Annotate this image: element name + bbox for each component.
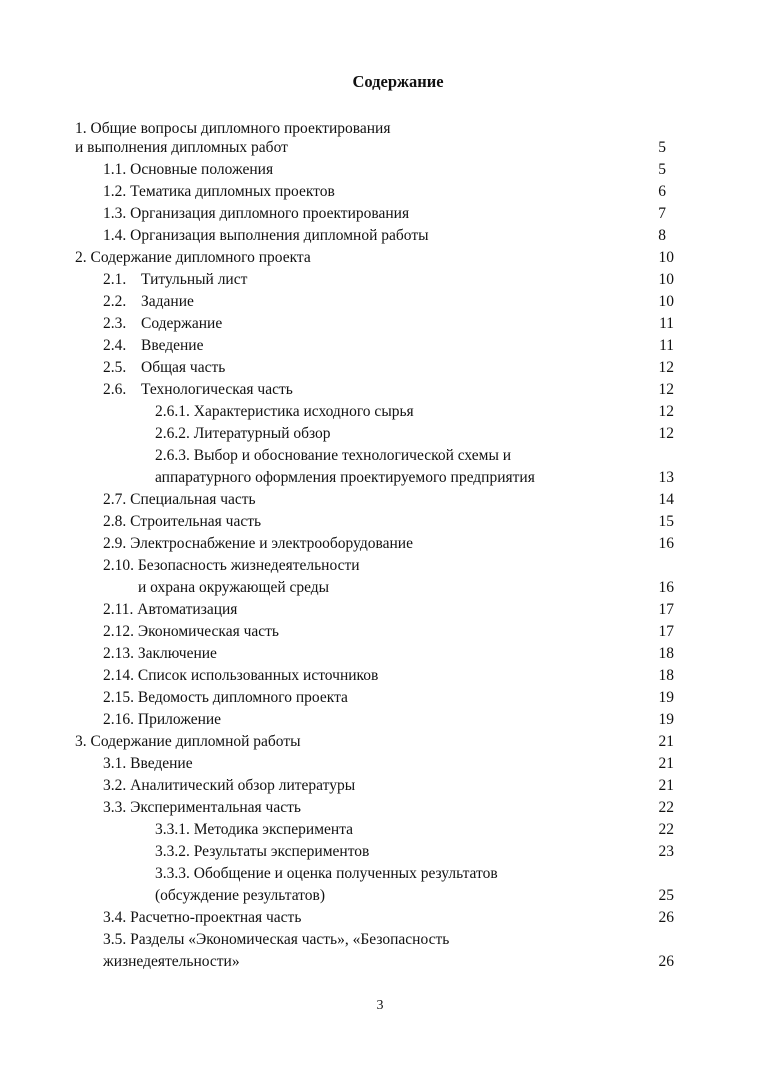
toc-row	[0, 489, 764, 511]
toc-entry-text: 3.1. Введение	[103, 755, 193, 772]
toc-entry-number: 2.6.	[103, 381, 127, 398]
toc-entry-page: 22	[658, 821, 674, 838]
toc-row	[0, 621, 764, 643]
toc-row	[0, 841, 764, 863]
toc-entry-number: 2.4.	[103, 337, 127, 354]
toc-entry-text: 2.16. Приложение	[103, 711, 222, 728]
toc-entry-text: 2.11. Автоматизация	[103, 601, 238, 618]
toc-row	[0, 951, 764, 973]
toc-row	[0, 599, 764, 621]
toc-entry-page: 16	[658, 579, 674, 596]
toc-entry-page: 12	[658, 381, 674, 398]
toc-entry-text: 3.3.3. Обобщение и оценка полученных результатов	[155, 865, 498, 882]
toc-entry-page: 11	[659, 337, 674, 354]
toc-entry-text: Задание	[141, 293, 194, 310]
toc-row	[0, 555, 764, 577]
toc-entry-text: 3.4. Расчетно-проектная часть	[103, 909, 302, 926]
toc-row	[0, 863, 764, 885]
toc-entry-text: и охрана окружающей среды	[138, 579, 330, 596]
toc-entry-page: 26	[658, 953, 674, 970]
toc-entry-text: 1.3. Организация дипломного проектирования	[103, 205, 410, 222]
toc-row	[0, 819, 764, 841]
toc-entry-text: 2.10. Безопасность жизнедеятельности	[103, 557, 360, 574]
toc-entry-text: 3.3.2. Результаты экспериментов	[155, 843, 370, 860]
toc-entry-text: и выполнения дипломных работ	[75, 139, 288, 156]
toc-entry-text: 2.14. Список использованных источников	[103, 667, 379, 684]
toc-entry-page: 7	[658, 205, 666, 222]
page-number: 3	[376, 998, 384, 1013]
toc-row	[0, 929, 764, 951]
toc-row	[0, 423, 764, 445]
toc-entry-page: 6	[658, 183, 666, 200]
toc-row	[0, 643, 764, 665]
toc-entry-text: аппаратурного оформления проектируемого предприятия	[155, 469, 535, 486]
toc-entry-number: 2.2.	[103, 293, 127, 310]
toc-entry-page: 16	[658, 535, 674, 552]
toc-row	[0, 401, 764, 423]
toc-row	[0, 269, 764, 291]
toc-entry-text: 2.6.3. Выбор и обоснование технологической схемы и	[155, 447, 512, 464]
toc-entry-text: 3.3. Экспериментальная часть	[103, 799, 301, 816]
toc-entry-page: 10	[658, 249, 674, 266]
toc-entry-page: 12	[658, 359, 674, 376]
toc-entry-text: 3.2. Аналитический обзор литературы	[103, 777, 356, 794]
toc-entry-text: жизнедеятельности»	[103, 953, 240, 970]
toc-entry-page: 13	[658, 469, 674, 486]
toc-entry-page: 12	[658, 403, 674, 420]
toc-entry-text: 1.2. Тематика дипломных проектов	[103, 183, 335, 200]
toc-entry-text: Технологическая часть	[141, 381, 293, 398]
toc-row	[0, 445, 764, 467]
toc-entry-page: 19	[658, 711, 674, 728]
toc-row	[0, 577, 764, 599]
toc-row	[0, 731, 764, 753]
toc-row	[0, 357, 764, 379]
toc-entry-page: 17	[658, 601, 674, 618]
toc-row	[0, 247, 764, 269]
toc-entry-text: 1.1. Основные положения	[103, 161, 274, 178]
toc-row	[0, 511, 764, 533]
toc-row	[0, 225, 764, 247]
toc-entry-text: 3.5. Разделы «Экономическая часть», «Безопасность	[103, 931, 450, 948]
toc-entry-page: 21	[658, 777, 674, 794]
toc-row	[0, 379, 764, 401]
toc-entry-text: Титульный лист	[141, 271, 248, 288]
toc-entry-page: 10	[658, 271, 674, 288]
toc-row	[0, 753, 764, 775]
toc-row	[0, 665, 764, 687]
toc-row	[0, 291, 764, 313]
toc-entry-page: 15	[658, 513, 674, 530]
toc-row	[0, 335, 764, 357]
toc-entry-text: 1.4. Организация выполнения дипломной работы	[103, 227, 429, 244]
toc-row	[0, 159, 764, 181]
toc-entry-page: 5	[658, 139, 666, 156]
toc-entry-text: 3. Содержание дипломной работы	[75, 733, 301, 750]
toc-entry-page: 8	[658, 227, 666, 244]
toc-row	[0, 533, 764, 555]
toc-row	[0, 313, 764, 335]
toc-entry-text: Введение	[141, 337, 204, 354]
toc-entry-page: 18	[658, 667, 674, 684]
toc-entry-text: 2.6.1. Характеристика исходного сырья	[155, 403, 414, 420]
toc-entry-page: 18	[658, 645, 674, 662]
toc-entry-page: 17	[658, 623, 674, 640]
toc-entry-text: 2.8. Строительная часть	[103, 513, 262, 530]
toc-entry-text: 2.15. Ведомость дипломного проекта	[103, 689, 348, 706]
toc-entry-text: Содержание	[141, 315, 223, 332]
toc-row	[0, 687, 764, 709]
toc-entry-number: 2.1.	[103, 271, 127, 288]
toc-entry-page: 5	[658, 161, 666, 178]
toc-row	[0, 907, 764, 929]
toc-entry-text: (обсуждение результатов)	[155, 887, 325, 904]
toc-row	[0, 797, 764, 819]
toc-entry-text: 2.7. Специальная часть	[103, 491, 256, 508]
toc-entry-text: Общая часть	[141, 359, 226, 376]
toc-entry-text: 3.3.1. Методика эксперимента	[155, 821, 354, 838]
toc-entry-page: 12	[658, 425, 674, 442]
toc-entry-text: 1. Общие вопросы дипломного проектирования	[75, 120, 391, 137]
toc-entry-text: 2.12. Экономическая часть	[103, 623, 279, 640]
toc-row	[0, 709, 764, 731]
toc-entry-page: 23	[658, 843, 674, 860]
toc-entry-page: 14	[658, 491, 674, 508]
toc-entry-page: 11	[659, 315, 674, 332]
toc-entry-number: 2.5.	[103, 359, 127, 376]
toc-row	[0, 203, 764, 225]
toc-row	[0, 181, 764, 203]
toc-entry-number: 2.3.	[103, 315, 127, 332]
toc-entry-page: 10	[658, 293, 674, 310]
toc-row	[0, 467, 764, 489]
toc-entry-page: 19	[658, 689, 674, 706]
toc-row	[0, 885, 764, 907]
toc-entry-text: 2. Содержание дипломного проекта	[75, 249, 311, 266]
toc-entry-page: 21	[658, 733, 674, 750]
toc-entry-text: 2.9. Электроснабжение и электрооборудование	[103, 535, 413, 552]
toc-entry-page: 26	[658, 909, 674, 926]
toc-entry-page: 21	[658, 755, 674, 772]
toc-entry-text: 2.6.2. Литературный обзор	[155, 425, 331, 442]
page-title: Содержание	[352, 72, 444, 91]
toc-entry-page: 22	[658, 799, 674, 816]
toc-entry-page: 25	[658, 887, 674, 904]
toc-row	[0, 137, 764, 159]
toc-row	[0, 775, 764, 797]
toc-entry-text: 2.13. Заключение	[103, 645, 217, 662]
